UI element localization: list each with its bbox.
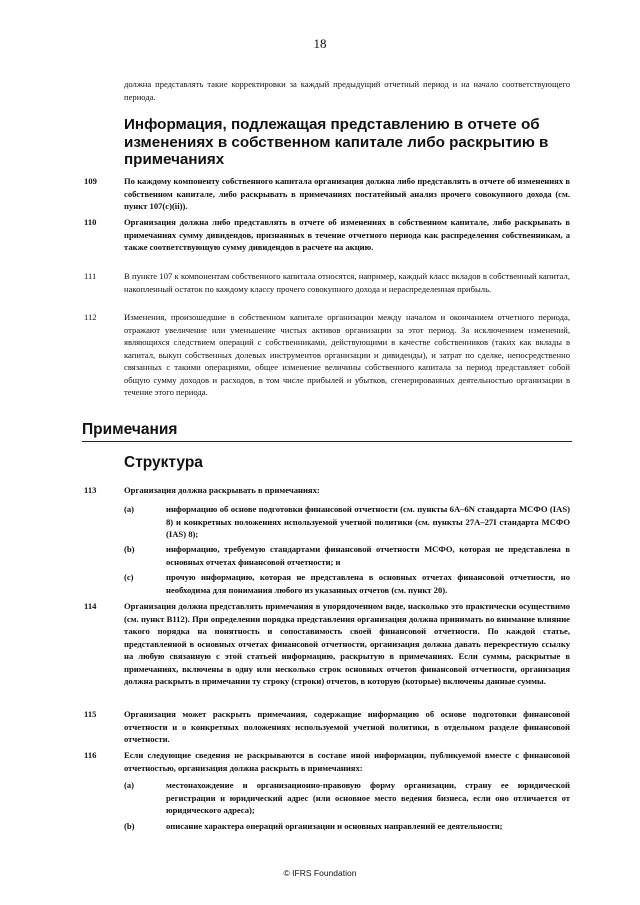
paragraph-text: Организация должна раскрывать в примечаниях: [124, 485, 320, 495]
item-label: (a) [124, 780, 135, 790]
paragraph-number: 112 [84, 312, 97, 322]
page-number: 18 [313, 36, 327, 51]
paragraph-text: Организация может раскрыть примечания, содержащие информацию об основе подготовки финансовой отчетности и о конкретных положениях используемой учетной политики, в отдельном разделе финансовой отчетности. [124, 709, 570, 744]
paragraph-text: По каждому компоненту собственного капитала организация должна либо представлять в отчете об изменениях в собственном капитале, либо раскрывать в примечаниях постатейный анализ прочего совокупного дохода (см. пункт 107(c)(ii)). [124, 176, 570, 211]
subheading-structure: Структура [124, 454, 203, 471]
paragraph-number: 109 [84, 176, 97, 186]
section-heading-info: Информация, подлежащая представлению в отчете об изменениях в собственном капитале либо раскрытию в примечаниях [124, 116, 549, 168]
paragraph-number: 114 [84, 601, 97, 611]
item-text: информацию об основе подготовки финансовой отчетности (см. пункты 6A–6N стандарта МСФО (IAS) 8) и конкретных положениях используемой учетной политики (см. пункты 27A–27I стандарта МСФО (IAS) 8); [166, 504, 570, 539]
item-label: (c) [124, 572, 134, 582]
item-label: (b) [124, 544, 135, 554]
paragraph-number: 116 [84, 750, 97, 760]
paragraph-number: 110 [84, 217, 97, 227]
item-text: местонахождение и организационно-правовую форму организации, страну ее юридической регистрации и юридический адрес (или основное место ведения бизнеса, если оно отличается от юридического адреса); [166, 780, 570, 815]
paragraph-text: В пункте 107 к компонентам собственного капитала относятся, например, каждый класс вкладов в собственный капитал, накопленный остаток по каждому классу прочего совокупного дохода и нераспределенная прибыль. [124, 271, 570, 294]
section-heading-notes: Примечания [82, 421, 178, 438]
footer-copyright: © IFRS Foundation [283, 868, 357, 878]
paragraph-text: Изменения, произошедшие в собственном капитале организации между началом и окончанием отчетного периода, отражают увеличение или уменьшение чистых активов организации за этот период. За исключением изменений, являющихся следствием операций с собственниками, действующими в качестве собственников (таких как вклады в капитал, выкуп собственных долевых инструментов организации и дивиденды), и затрат по сделке, непосредственно связанных с такими операциями, общее изменение величины собственного капитала за период представляет собой общую сумму доходов и расходов, в том числе прибылей и убытков, сгенерированных деятельностью организации в течение этого периода. [124, 312, 570, 397]
paragraph-text: Если следующие сведения не раскрываются в составе иной информации, публикуемой вместе с финансовой отчетностью, организация должна раскрыть в примечаниях: [124, 750, 570, 773]
item-label: (a) [124, 504, 135, 514]
heading-rule [82, 441, 572, 442]
item-label: (b) [124, 821, 135, 831]
item-text: прочую информацию, которая не представлена в основных отчетах финансовой отчетности, но необходима для понимания любого из указанных отчетов (см. пункт 20). [166, 572, 570, 595]
paragraph-text: Организация должна либо представлять в отчете об изменениях в собственном капитале, либо раскрывать в примечаниях сумму дивидендов, признанных в течение отчетного периода как распределения собственникам, а также соответствующую сумму дивидендов в расчете на акцию. [124, 217, 570, 252]
intro-paragraph: должна представлять такие корректировки за каждый предыдущий отчетный период и на начало соответствующего периода. [124, 79, 570, 102]
paragraph-number: 115 [84, 709, 97, 719]
item-text: информацию, требуемую стандартами финансовой отчетности МСФО, которая не представлена в основных отчетах финансовой отчетности; и [166, 544, 570, 567]
item-text: описание характера операций организации и основных направлений ее деятельности; [166, 821, 503, 831]
paragraph-number: 113 [84, 485, 97, 495]
paragraph-number: 111 [84, 271, 97, 281]
paragraph-text: Организация должна представлять примечания в упорядоченном виде, насколько это практически осуществимо (см. пункт B112). При определении порядка представления организация должна принимать во внимание влияние такого порядка на понятность и сопоставимость своей финансовой отчетности. По каждой статье, представленной в основных отчетах финансовой отчетности, организация должна давать перекрестную ссылку на любую связанную с этой статьей информацию, раскрытую в примечаниях. Если суммы, раскрытые в примечаниях, включены в одну или несколько строк основных отчетов финансовой отчетности, организация должна раскрыть в примечании ту строку (строки) отчетов, в которую (которые) включены данные суммы. [124, 601, 570, 686]
